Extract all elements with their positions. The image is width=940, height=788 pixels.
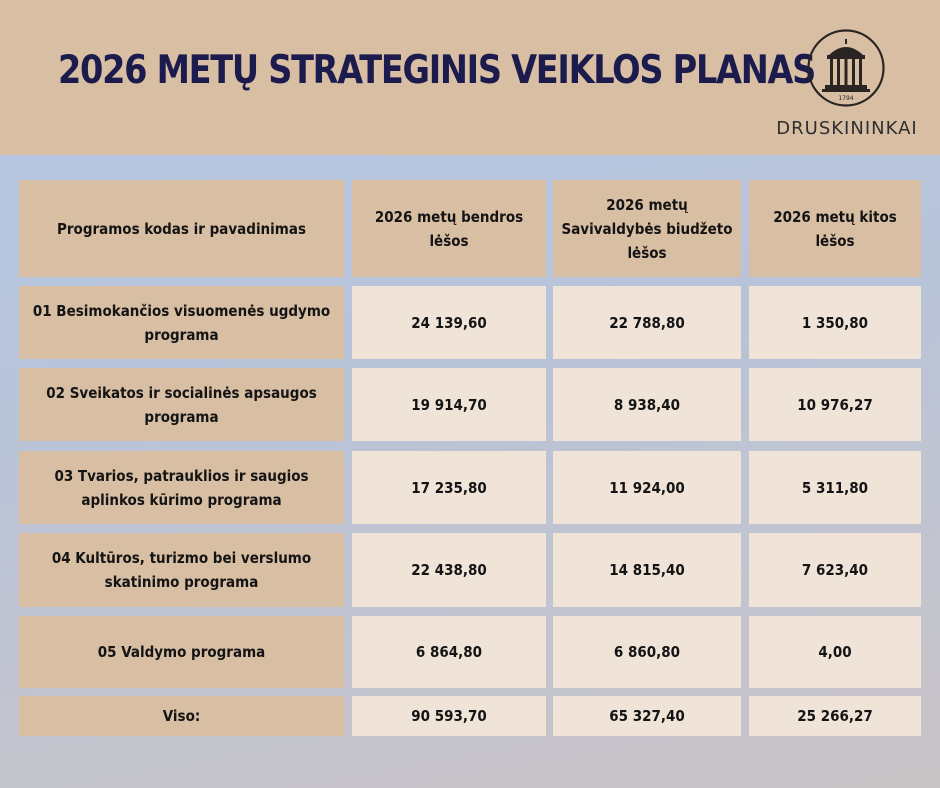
table-cell-municipal-budget: 8 938,40 <box>553 368 741 441</box>
column-header-other-funds: 2026 metų kitos lėšos <box>749 180 921 277</box>
table-cell-total-funds: 19 914,70 <box>352 368 546 441</box>
header-band <box>0 0 940 155</box>
table-cell-other-funds: 5 311,80 <box>749 451 921 524</box>
table-cell-municipal-budget: 11 924,00 <box>553 451 741 524</box>
table-cell-other-funds: 7 623,40 <box>749 533 921 607</box>
table-cell-other-funds: 10 976,27 <box>749 368 921 441</box>
logo-year: 1794 <box>838 95 854 102</box>
page-title: 2026 METŲ STRATEGINIS VEIKLOS PLANAS <box>58 48 816 93</box>
table-cell-other-funds: 1 350,80 <box>749 286 921 359</box>
table-cell-municipal-budget: 22 788,80 <box>553 286 741 359</box>
table-row-program-name: 03 Tvarios, patrauklios ir saugios aplinkos kūrimo programa <box>19 451 344 524</box>
table-row-program-name: 02 Sveikatos ir socialinės apsaugos programa <box>19 368 344 441</box>
column-header-municipal-budget: 2026 metų Savivaldybės biudžeto lėšos <box>553 180 741 277</box>
pavilion-rotunda-icon <box>806 28 886 108</box>
column-header-total-funds: 2026 metų bendros lėšos <box>352 180 546 277</box>
table-cell-total-funds: 6 864,80 <box>352 616 546 688</box>
total-total-funds: 90 593,70 <box>352 696 546 736</box>
table-cell-other-funds: 4,00 <box>749 616 921 688</box>
table-row-program-name: 01 Besimokančios visuomenės ugdymo programa <box>19 286 344 359</box>
total-label: Viso: <box>19 696 344 736</box>
table-cell-total-funds: 22 438,80 <box>352 533 546 607</box>
table-cell-municipal-budget: 14 815,40 <box>553 533 741 607</box>
column-header-program: Programos kodas ir pavadinimas <box>19 180 344 277</box>
table-cell-municipal-budget: 6 860,80 <box>553 616 741 688</box>
table-row-program-name: 05 Valdymo programa <box>19 616 344 688</box>
total-other-funds: 25 266,27 <box>749 696 921 736</box>
table-cell-total-funds: 24 139,60 <box>352 286 546 359</box>
total-municipal-budget: 65 327,40 <box>553 696 741 736</box>
logo-text: DRUSKININKAI <box>776 118 918 139</box>
table-row-program-name: 04 Kultūros, turizmo bei verslumo skatinimo programa <box>19 533 344 607</box>
table-cell-total-funds: 17 235,80 <box>352 451 546 524</box>
